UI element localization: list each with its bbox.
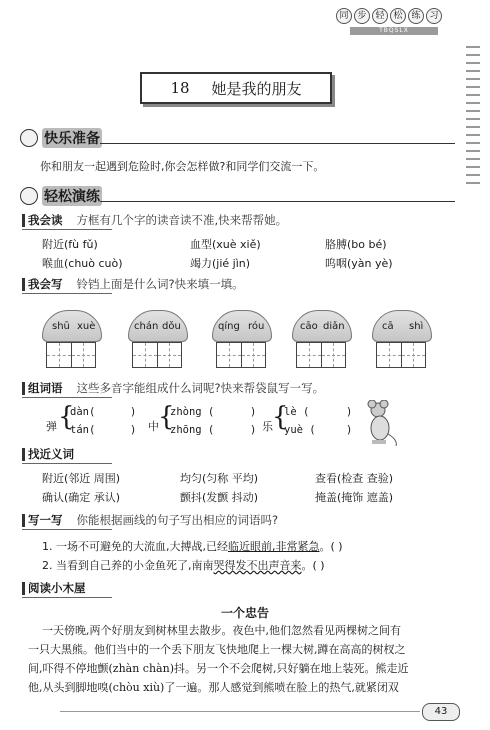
brace: { (272, 402, 289, 432)
series-badge (336, 8, 442, 24)
synonym-item: 颤抖(发颤 抖动) (180, 491, 259, 504)
q2-instruction: 铃铛上面是什么词?快来填一填。 (76, 277, 244, 291)
badge-char: 同 (336, 8, 352, 24)
bell-pinyin: shū (52, 321, 70, 332)
q1-item: 呜咽(yàn yè) (325, 257, 393, 270)
q3-heading (22, 380, 324, 396)
divider (22, 463, 112, 464)
q1-label: 我会读 (28, 213, 63, 227)
synonym-item: 附近(邻近 周围) (42, 472, 121, 485)
synonym-item: 确认(确定 承认) (42, 491, 121, 504)
badge-char: 习 (426, 8, 442, 24)
synonym-item: 掩盖(掩饰 遮盖) (315, 491, 394, 504)
bell-pinyin: shì (409, 321, 424, 332)
polyphone-char: 乐 (262, 420, 273, 433)
badge-char: 练 (408, 8, 424, 24)
writing-box[interactable] (46, 342, 96, 368)
series-subtitle: TBQSLX (350, 27, 438, 35)
section-warmup-label: 快乐准备 (42, 128, 102, 148)
badge-char: 松 (390, 8, 406, 24)
bell-pinyin: xuè (77, 321, 96, 332)
q1-instruction: 方框有几个字的读音读不准,快来帮帮她。 (76, 213, 288, 227)
footer-divider (60, 711, 420, 712)
divider (22, 229, 112, 230)
divider (22, 529, 112, 530)
story-line: 一只大黑熊。他们当中的一个丢下朋友飞快地爬上一棵大树,蹲在高高的树杈之 (28, 643, 406, 656)
q2-heading (22, 276, 244, 292)
lesson-number: 18 (170, 79, 190, 97)
lesson-title-text: 她是我的朋友 (211, 79, 302, 98)
divider (100, 143, 455, 144)
divider (100, 201, 455, 202)
bell-pinyin: chán (134, 321, 159, 332)
badge-char: 步 (354, 8, 370, 24)
writing-box[interactable] (132, 342, 182, 368)
lesson-title (140, 72, 332, 104)
bell-icon (42, 310, 102, 342)
cartoon-face-icon (20, 187, 38, 205)
page-number: 43 (422, 703, 460, 721)
divider (22, 397, 112, 398)
paren: ) (130, 406, 137, 418)
brace: { (158, 402, 175, 432)
q1-item: 喉血(chuò cuò) (42, 257, 123, 270)
q3-label: 组词语 (28, 381, 63, 395)
sentence-2 (42, 557, 325, 573)
polyphone-reading: dàn( (70, 406, 96, 418)
q2-label: 我会写 (28, 277, 63, 291)
section-warmup-heading (20, 128, 102, 148)
q1-heading (22, 212, 287, 228)
bell-icon (292, 310, 352, 342)
paren: ) (346, 424, 353, 436)
answer-blank[interactable]: 。( ) (301, 559, 325, 572)
polyphone-reading: tán( (70, 424, 96, 436)
q1-item: 血型(xuè xiě) (190, 238, 261, 251)
writing-box[interactable] (216, 342, 266, 368)
synonym-item: 均匀(匀称 平均) (180, 472, 259, 485)
story-title: 一个忠告 (220, 606, 269, 620)
bell-pinyin: qíng (218, 321, 240, 332)
story-line: 他,从头到脚地嗅(chòu xiù)了一遍。那人感觉到熊喷在脸上的热气,就紧闭双 (28, 681, 399, 694)
brace: { (58, 402, 75, 432)
polyphone-reading: zhòng ( (170, 406, 215, 418)
q1-item: 附近(fù fǔ) (42, 238, 98, 251)
polyphone-char: 弹 (46, 420, 57, 433)
polyphone-char: 中 (148, 420, 159, 433)
underlined-phrase: 临近眼前,非常紧急 (227, 540, 320, 553)
bell-pinyin: cāo (300, 321, 318, 332)
sentence-text: 1. 一场不可避免的大流血,大搏战,已经 (42, 540, 228, 553)
story-line: 间,吓得不停地颤(zhàn chàn)抖。另一个不会爬树,只好躺在地上装死。熊走近 (28, 662, 409, 675)
paren: ) (130, 424, 137, 436)
polyphone-reading: zhōng ( (170, 424, 215, 436)
section-practice-label: 轻松演练 (42, 186, 102, 206)
sentence-text: 2. 当看到自己养的小金鱼死了,南南 (42, 559, 214, 572)
q3-instruction: 这些多音字能组成什么词呢?快来帮袋鼠写一写。 (76, 381, 325, 395)
bell-pinyin: dǒu (162, 321, 181, 332)
kangaroo-icon (360, 400, 400, 448)
q4-label: 找近义词 (28, 447, 74, 461)
q5-instruction: 你能根据画线的句子写出相应的词语吗? (76, 513, 279, 527)
bell-icon (372, 310, 432, 342)
warmup-prompt: 你和朋友一起遇到危险时,你会怎样做?和同学们交流一下。 (40, 160, 325, 173)
binding-decoration (466, 40, 480, 190)
paren: ) (250, 406, 257, 418)
q1-item: 竭力(jié jìn) (190, 257, 251, 270)
bell-pinyin: diǎn (323, 321, 345, 332)
sentence-1 (42, 538, 343, 554)
q4-heading (22, 446, 88, 462)
polyphone-reading: lè ( (284, 406, 310, 418)
paren: ) (346, 406, 353, 418)
bell-icon (212, 310, 272, 342)
badge-char: 轻 (372, 8, 388, 24)
q6-heading (22, 580, 100, 596)
section-practice-heading (20, 186, 102, 206)
q5-heading (22, 512, 278, 528)
story-line: 一天傍晚,两个好朋友到树林里去散步。夜色中,他们忽然看见两棵树之间有 (42, 624, 401, 637)
answer-blank[interactable]: 。( ) (319, 540, 343, 553)
bell-pinyin: róu (248, 321, 265, 332)
writing-box[interactable] (376, 342, 426, 368)
q6-label: 阅读小木屋 (28, 581, 86, 595)
divider (22, 597, 112, 598)
writing-box[interactable] (296, 342, 346, 368)
paren: ) (250, 424, 257, 436)
q1-item: 胳膊(bo bé) (325, 238, 387, 251)
divider (22, 293, 112, 294)
underlined-phrase: 哭得发不出声音来 (213, 559, 302, 572)
bell-pinyin: cā (382, 321, 394, 332)
synonym-item: 查看(检查 查验) (315, 472, 394, 485)
polyphone-reading: yuè ( (284, 424, 316, 436)
q5-label: 写一写 (28, 513, 63, 527)
bell-icon (128, 310, 188, 342)
cartoon-face-icon (20, 129, 38, 147)
